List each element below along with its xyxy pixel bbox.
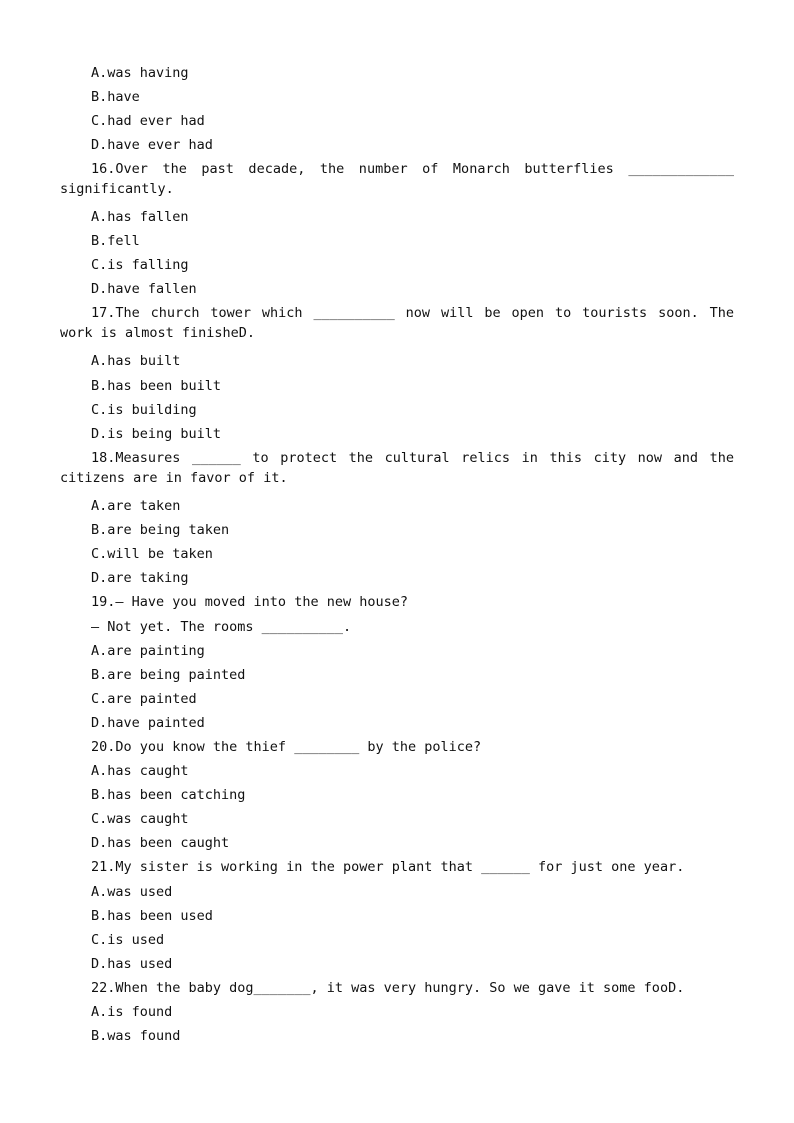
option-a: A.was having — [91, 65, 189, 81]
question-20-stem: 20.Do you know the thief ________ by the police? — [91, 739, 482, 755]
option-b: B.was found — [91, 1028, 181, 1044]
question-17-stem: 17.The church tower which __________ now will be open to tourists soon. The work is almost finisheD. — [60, 305, 734, 341]
option-d: D.are taking — [91, 570, 189, 586]
option-b: B.are being painted — [91, 667, 246, 683]
option-d: D.has used — [91, 956, 173, 972]
question-18-stem: 18.Measures ______ to protect the cultural relics in this city now and the citizens are in favor of it. — [60, 450, 734, 486]
question-16-stem: 16.Over the past decade, the number of Monarch butterflies _____________ significantly. — [60, 161, 734, 197]
option-a: A.has caught — [91, 763, 189, 779]
option-a: A.are painting — [91, 643, 205, 659]
option-c: C.are painted — [91, 691, 197, 707]
option-c: C.is building — [91, 402, 197, 418]
option-a: A.has fallen — [91, 209, 189, 225]
option-c: C.had ever had — [91, 113, 205, 129]
option-c: C.was caught — [91, 811, 189, 827]
option-c: C.is falling — [91, 257, 189, 273]
option-b: B.has been built — [91, 378, 222, 394]
option-a: A.was used — [91, 884, 173, 900]
option-d: D.have fallen — [91, 281, 197, 297]
option-d: D.is being built — [91, 426, 222, 442]
question-22-stem: 22.When the baby dog_______, it was very hungry. So we gave it some fooD. — [91, 980, 685, 996]
option-d: D.has been caught — [91, 835, 230, 851]
option-c: C.is used — [91, 932, 165, 948]
option-a: A.has built — [91, 353, 181, 369]
option-c: C.will be taken — [91, 546, 213, 562]
question-19-response: — Not yet. The rooms __________. — [91, 619, 352, 635]
option-b: B.fell — [91, 233, 140, 249]
option-b: B.are being taken — [91, 522, 230, 538]
option-b: B.have — [91, 89, 140, 105]
option-a: A.is found — [91, 1004, 173, 1020]
option-d: D.have painted — [91, 715, 205, 731]
option-b: B.has been used — [91, 908, 213, 924]
option-a: A.are taken — [91, 498, 181, 514]
option-d: D.have ever had — [91, 137, 213, 153]
question-21-stem: 21.My sister is working in the power plant that ______ for just one year. — [91, 859, 685, 875]
option-b: B.has been catching — [91, 787, 246, 803]
question-19-stem: 19.— Have you moved into the new house? — [91, 594, 408, 610]
